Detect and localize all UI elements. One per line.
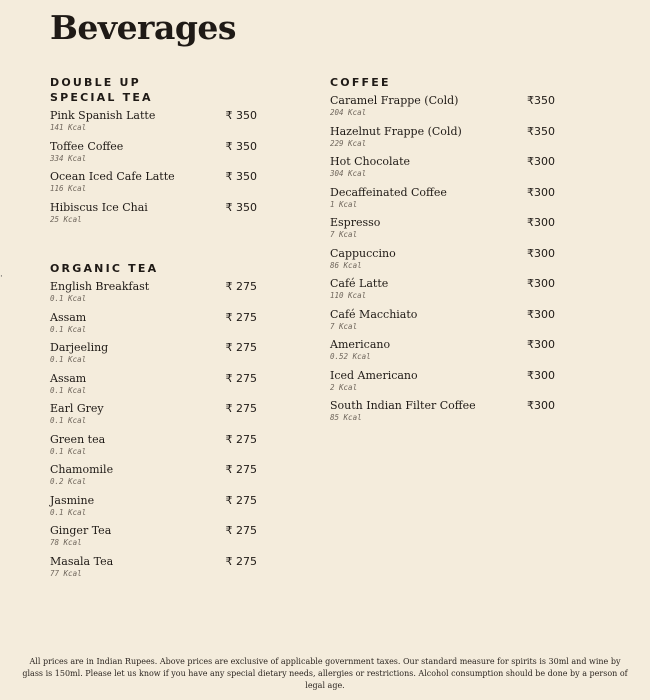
- item-price: ₹300: [527, 155, 555, 168]
- item-kcal: 116 Kcal: [50, 184, 87, 193]
- menu-item: [330, 125, 555, 156]
- item-kcal: 25 Kcal: [50, 214, 82, 224]
- menu-item: [50, 280, 265, 311]
- item-name: Cappuccino: [330, 246, 396, 260]
- item-name: Ginger Tea: [50, 524, 112, 537]
- item-kcal: 1 Kcal: [330, 199, 358, 209]
- item-name: English Breakfast: [50, 280, 150, 293]
- item-name: Americano: [330, 338, 391, 351]
- menu-item: [330, 399, 555, 430]
- section-double-up-special-tea: [50, 75, 265, 231]
- menu-item: [50, 524, 265, 555]
- item-name: Earl Grey: [50, 402, 104, 415]
- item-price: ₹ 275: [225, 402, 257, 415]
- menu-item: [50, 433, 265, 464]
- item-price: ₹ 275: [225, 463, 257, 476]
- item-kcal: 304 Kcal: [330, 169, 367, 178]
- section-heading: COFFEE: [330, 76, 391, 89]
- item-name: Ocean Iced Cafe Latte: [50, 170, 175, 183]
- menu-item: [330, 277, 555, 308]
- section-heading: ORGANIC TEA: [50, 262, 159, 275]
- item-kcal: 86 Kcal: [330, 260, 362, 270]
- item-kcal: 0.1 Kcal: [50, 324, 87, 334]
- item-name: Masala Tea: [50, 554, 114, 568]
- item-price: ₹ 350: [225, 109, 257, 122]
- item-kcal: 141 Kcal: [50, 123, 87, 132]
- item-name: Assam: [50, 371, 87, 385]
- menu-item: [50, 109, 265, 140]
- menu-item: [50, 463, 265, 494]
- menu-item: [50, 170, 265, 201]
- page-title: Beverages: [50, 8, 236, 47]
- item-kcal: 85 Kcal: [330, 413, 362, 422]
- item-price: ₹ 275: [225, 432, 257, 446]
- menu-item: [50, 372, 265, 403]
- item-kcal: 7 Kcal: [330, 321, 358, 331]
- menu-item: [330, 216, 555, 247]
- item-price: ₹300: [527, 185, 555, 199]
- item-name: Green tea: [50, 432, 106, 446]
- item-kcal: 0.1 Kcal: [50, 507, 87, 517]
- item-kcal: 0.1 Kcal: [50, 416, 87, 425]
- item-price: ₹ 275: [225, 280, 257, 293]
- item-kcal: 110 Kcal: [330, 291, 367, 300]
- item-price: ₹300: [527, 399, 555, 412]
- item-price: ₹300: [527, 338, 555, 351]
- item-price: ₹350: [527, 124, 555, 138]
- item-name: Darjeeling: [50, 341, 109, 354]
- section-coffee: [330, 75, 555, 430]
- item-price: ₹300: [527, 368, 555, 382]
- item-name: Jasmine: [50, 493, 95, 507]
- item-price: ₹ 275: [225, 310, 257, 324]
- item-kcal: 78 Kcal: [50, 538, 82, 547]
- menu-item: [330, 338, 555, 369]
- item-price: ₹ 275: [225, 493, 257, 507]
- item-price: ₹300: [527, 307, 555, 321]
- menu-item: [330, 247, 555, 278]
- item-name: Pink Spanish Latte: [50, 109, 156, 122]
- item-price: ₹ 275: [225, 554, 257, 568]
- left-column: [50, 75, 265, 615]
- item-kcal: 0.1 Kcal: [50, 446, 87, 456]
- menu-item: [50, 311, 265, 342]
- item-price: ₹ 350: [225, 170, 257, 183]
- menu-item: [330, 155, 555, 186]
- item-price: ₹350: [527, 94, 555, 107]
- item-name: Café Latte: [330, 277, 389, 290]
- item-name: Hazelnut Frappe (Cold): [330, 124, 462, 138]
- item-kcal: 0.1 Kcal: [50, 294, 87, 303]
- menu-item: [50, 201, 265, 232]
- item-name: Decaffeinated Coffee: [330, 185, 447, 199]
- menu-item: [330, 186, 555, 217]
- menu-item: [330, 308, 555, 339]
- item-kcal: 2 Kcal: [330, 382, 358, 392]
- section-heading: DOUBLE UP SPECIAL TEA: [50, 76, 153, 104]
- item-name: Café Macchiato: [330, 307, 418, 321]
- item-price: ₹300: [527, 216, 555, 229]
- item-name: Toffee Coffee: [50, 139, 124, 153]
- right-column: [330, 75, 555, 460]
- item-price: ₹ 350: [225, 200, 257, 214]
- item-name: Espresso: [330, 216, 381, 229]
- item-name: Chamomile: [50, 463, 114, 476]
- section-organic-tea: [50, 261, 265, 585]
- item-name: Iced Americano: [330, 368, 418, 382]
- item-name: Caramel Frappe (Cold): [330, 94, 459, 107]
- menu-item: [330, 94, 555, 125]
- item-kcal: 204 Kcal: [330, 108, 367, 117]
- menu-item: [50, 402, 265, 433]
- item-name: Hot Chocolate: [330, 155, 411, 168]
- item-kcal: 0.1 Kcal: [50, 355, 87, 364]
- item-name: Assam: [50, 310, 87, 324]
- item-kcal: 0.1 Kcal: [50, 385, 87, 395]
- item-kcal: 334 Kcal: [50, 153, 87, 163]
- item-price: ₹300: [527, 277, 555, 290]
- item-price: ₹ 275: [225, 524, 257, 537]
- item-kcal: 0.2 Kcal: [50, 477, 87, 486]
- item-price: ₹ 275: [225, 341, 257, 354]
- item-name: Hibiscus Ice Chai: [50, 200, 148, 214]
- menu-item: [330, 369, 555, 400]
- menu-item: [50, 555, 265, 586]
- item-kcal: 0.52 Kcal: [330, 352, 371, 361]
- item-name: South Indian Filter Coffee: [330, 399, 476, 412]
- stray-mark: ·: [0, 272, 3, 282]
- footer-disclaimer: All prices are in Indian Rupees. Above prices are exclusive of applicable government taxes. Our standard measure for spirits is 30ml and wine by glass is 150ml. Please let us know if you have any special dietary needs, allergies or restrictions. Alcohol consumption should be done by a person of legal age.: [22, 657, 628, 690]
- menu-item: [50, 140, 265, 171]
- menu-item: [50, 494, 265, 525]
- item-kcal: 77 Kcal: [50, 568, 82, 578]
- item-price: ₹ 350: [225, 139, 257, 153]
- item-kcal: 7 Kcal: [330, 230, 358, 239]
- item-kcal: 229 Kcal: [330, 138, 367, 148]
- item-price: ₹300: [527, 246, 555, 260]
- item-price: ₹ 275: [225, 371, 257, 385]
- menu-item: [50, 341, 265, 372]
